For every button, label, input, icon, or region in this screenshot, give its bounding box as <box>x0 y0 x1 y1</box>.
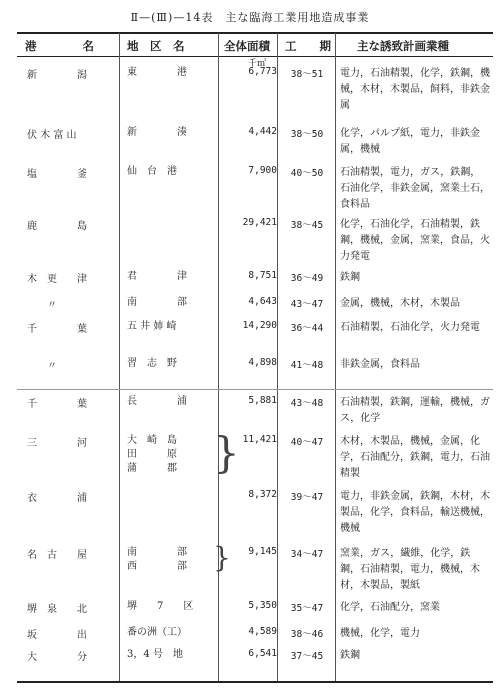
area-value: 4,898 <box>248 357 277 368</box>
district-line: 堺 7 区 <box>127 601 194 612</box>
header-port: 港 名 <box>25 39 94 53</box>
column-divider <box>277 33 278 681</box>
port-name: 伏 木 富 山 <box>27 130 77 141</box>
construction-period: 38〜46 <box>290 629 324 640</box>
area-value: 4,643 <box>248 296 277 307</box>
district-name <box>127 320 217 334</box>
table-header <box>17 32 493 57</box>
construction-period: 34〜47 <box>290 549 324 560</box>
district-line: 番の洲（工） <box>127 627 187 638</box>
area-value: 4,589 <box>248 626 277 637</box>
planned-industries: 石油精製，鉄鋼，運輸，機械，ガス，化学 <box>340 397 490 424</box>
header-district: 地 区 名 <box>127 39 185 53</box>
district-name <box>127 626 217 640</box>
district-name <box>127 600 217 614</box>
column-divider <box>335 33 336 681</box>
port-name: 塩 釜 <box>27 169 87 180</box>
port-name: 新 潟 <box>27 70 87 81</box>
construction-period: 36〜44 <box>290 323 324 334</box>
planned-industries: 電力，非鉄金属，鉄鋼，木材，木製品，化学，食料品，輸送機械，機械 <box>340 491 490 534</box>
port-name: 衣 浦 <box>27 493 87 504</box>
port-name: 〃 <box>27 300 57 311</box>
planned-industries: 化学，パルプ紙，電力，非鉄金属，機械 <box>340 128 480 155</box>
planned-industries: 非鉄金属，食料品 <box>340 359 420 370</box>
district-line: 五 井 姉 崎 <box>127 321 177 332</box>
area-value: 4,442 <box>248 126 277 137</box>
planned-industries: 化学，石油化学，石油精製，鉄鋼，機械，金属，窯業，食品，火力発電 <box>340 219 490 262</box>
district-name <box>127 357 217 371</box>
port-name: 堺 泉 北 <box>27 604 87 615</box>
district-name <box>127 546 217 574</box>
area-value: 6,541 <box>248 648 277 659</box>
port-name: 千 葉 <box>27 324 87 335</box>
district-name <box>127 395 217 409</box>
district-line: 南 部 <box>127 547 187 558</box>
area-value: 14,290 <box>242 320 277 331</box>
planned-industries: 化学，石油配分，窯業 <box>340 602 440 613</box>
planned-industries: 金属，機械，木材，木製品 <box>340 298 460 309</box>
port-name: 木 更 津 <box>27 274 87 285</box>
port-name: 千 葉 <box>27 399 87 410</box>
port-name: 名 古 屋 <box>27 550 87 561</box>
district-line: 大 崎 島 <box>127 435 177 446</box>
area-unit: 千㎡ <box>248 59 267 69</box>
district-line: 3，4 号 地 <box>127 649 183 660</box>
grouping-brace: } <box>213 541 231 574</box>
area-value: 5,881 <box>248 395 277 406</box>
port-name: 三 河 <box>27 438 87 449</box>
planned-industries: 窯業，ガス，繊維，化学，鉄鋼，石油精製，電力，機械，木材，木製品，製紙 <box>340 548 480 591</box>
construction-period: 40〜47 <box>290 437 324 448</box>
construction-period: 38〜50 <box>290 129 324 140</box>
district-line: 田 原 <box>127 449 177 460</box>
construction-period: 43〜48 <box>290 398 324 409</box>
planned-industries: 木材，木製品，機械，金属，化学，石油配分，鉄鋼，電力，石油精製 <box>340 436 490 479</box>
district-name <box>127 648 217 662</box>
port-name: 坂 出 <box>27 630 87 641</box>
table-bottom-rule <box>17 681 493 683</box>
district-line: 南 部 <box>127 297 187 308</box>
construction-period: 41〜48 <box>290 360 324 371</box>
district-line: 習 志 野 <box>127 358 177 369</box>
area-value: 6,773 <box>248 66 277 77</box>
area-value: 8,751 <box>248 270 277 281</box>
district-name <box>127 165 217 179</box>
row-group-separator <box>17 389 493 390</box>
planned-industries: 電力，石油精製，化学，鉄鋼，機械，木材，木製品，飼料，非鉄金属 <box>340 68 490 111</box>
district-line: 新 湊 <box>127 127 187 138</box>
district-name <box>127 126 217 140</box>
header-industry: 主な誘致計画業種 <box>357 39 449 53</box>
construction-period: 38〜51 <box>290 69 324 80</box>
construction-period: 35〜47 <box>290 603 324 614</box>
construction-period: 37〜45 <box>290 651 324 662</box>
district-name <box>127 296 217 310</box>
port-name: 〃 <box>27 361 57 372</box>
grouping-brace: } <box>213 428 240 477</box>
construction-period: 40〜50 <box>290 168 324 179</box>
construction-period: 43〜47 <box>290 299 324 310</box>
area-value: 11,421 <box>242 434 277 445</box>
district-line: 東 港 <box>127 67 187 78</box>
construction-period: 38〜45 <box>290 220 324 231</box>
construction-period: 36〜49 <box>290 273 324 284</box>
district-line: 君 津 <box>127 271 187 282</box>
column-divider <box>119 33 120 681</box>
district-name <box>127 434 217 476</box>
header-period: 工 期 <box>285 39 331 53</box>
district-name <box>127 270 217 284</box>
port-name: 大 分 <box>27 652 87 663</box>
area-value: 8,372 <box>248 489 277 500</box>
planned-industries: 石油精製，石油化学，火力発電 <box>340 322 480 333</box>
district-line: 長 浦 <box>127 396 187 407</box>
district-line: 仙 台 港 <box>127 166 177 177</box>
port-name: 鹿 島 <box>27 221 87 232</box>
district-line: 西 部 <box>127 561 187 572</box>
planned-industries: 鉄鋼 <box>340 272 360 283</box>
planned-industries: 鉄鋼 <box>340 650 360 661</box>
area-value: 9,145 <box>248 546 277 557</box>
area-value: 29,421 <box>242 217 277 228</box>
district-name <box>127 66 217 80</box>
header-area: 全体面積 <box>224 39 270 53</box>
column-divider <box>218 33 219 681</box>
construction-period: 39〜47 <box>290 492 324 503</box>
district-line: 蒲 郡 <box>127 463 177 474</box>
area-value: 5,350 <box>248 600 277 611</box>
planned-industries: 機械，化学，電力 <box>340 628 420 639</box>
planned-industries: 石油精製，電力，ガス，鉄鋼，石油化学，非鉄金属，窯業土石，食料品 <box>340 167 490 210</box>
area-value: 7,900 <box>248 165 277 176</box>
table-title: Ⅱ—(Ⅲ)—14表 主な臨海工業用地造成事業 <box>130 11 370 24</box>
